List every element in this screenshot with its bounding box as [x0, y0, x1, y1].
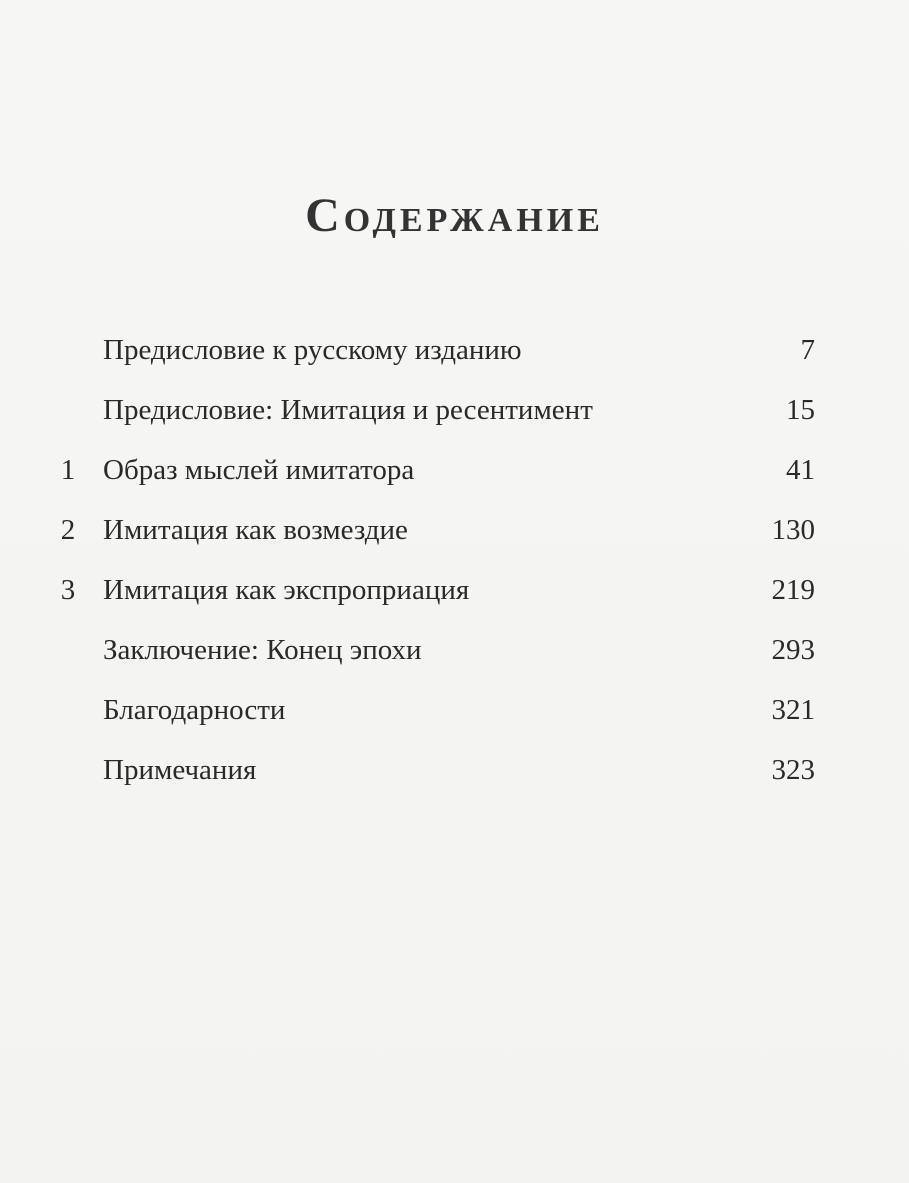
page-title: Содержание — [305, 189, 604, 243]
toc-entry-chapter-3 — [0, 560, 909, 620]
page-number: 7 — [800, 334, 815, 366]
page-number: 219 — [771, 574, 815, 606]
page-number: 321 — [771, 694, 815, 726]
toc-entry-notes — [0, 740, 909, 800]
page-number: 15 — [786, 394, 815, 426]
chapter-title: Имитация как экспроприация — [103, 574, 470, 606]
chapter-number: 3 — [60, 574, 76, 606]
chapter-title: Предисловие: Имитация и ресентимент — [103, 394, 593, 426]
chapter-title: Образ мыслей имитатора — [103, 454, 415, 486]
page-number: 323 — [771, 754, 815, 786]
chapter-title: Предисловие к русскому изданию — [103, 334, 522, 366]
chapter-title: Примечания — [103, 754, 257, 786]
chapter-title: Заключение: Конец эпохи — [103, 634, 422, 666]
page-number: 41 — [786, 454, 815, 486]
page-number: 293 — [771, 634, 815, 666]
toc-entry-acknowledgements — [0, 680, 909, 740]
toc-entry-preface-russian — [0, 320, 909, 380]
chapter-number: 1 — [60, 454, 76, 486]
table-of-contents — [0, 320, 909, 800]
toc-entry-chapter-1 — [0, 440, 909, 500]
toc-entry-preface — [0, 380, 909, 440]
page-number: 130 — [771, 514, 815, 546]
toc-entry-conclusion — [0, 620, 909, 680]
chapter-title: Благодарности — [103, 694, 286, 726]
chapter-title: Имитация как возмездие — [103, 514, 408, 546]
toc-entry-chapter-2 — [0, 500, 909, 560]
chapter-number: 2 — [60, 514, 76, 546]
